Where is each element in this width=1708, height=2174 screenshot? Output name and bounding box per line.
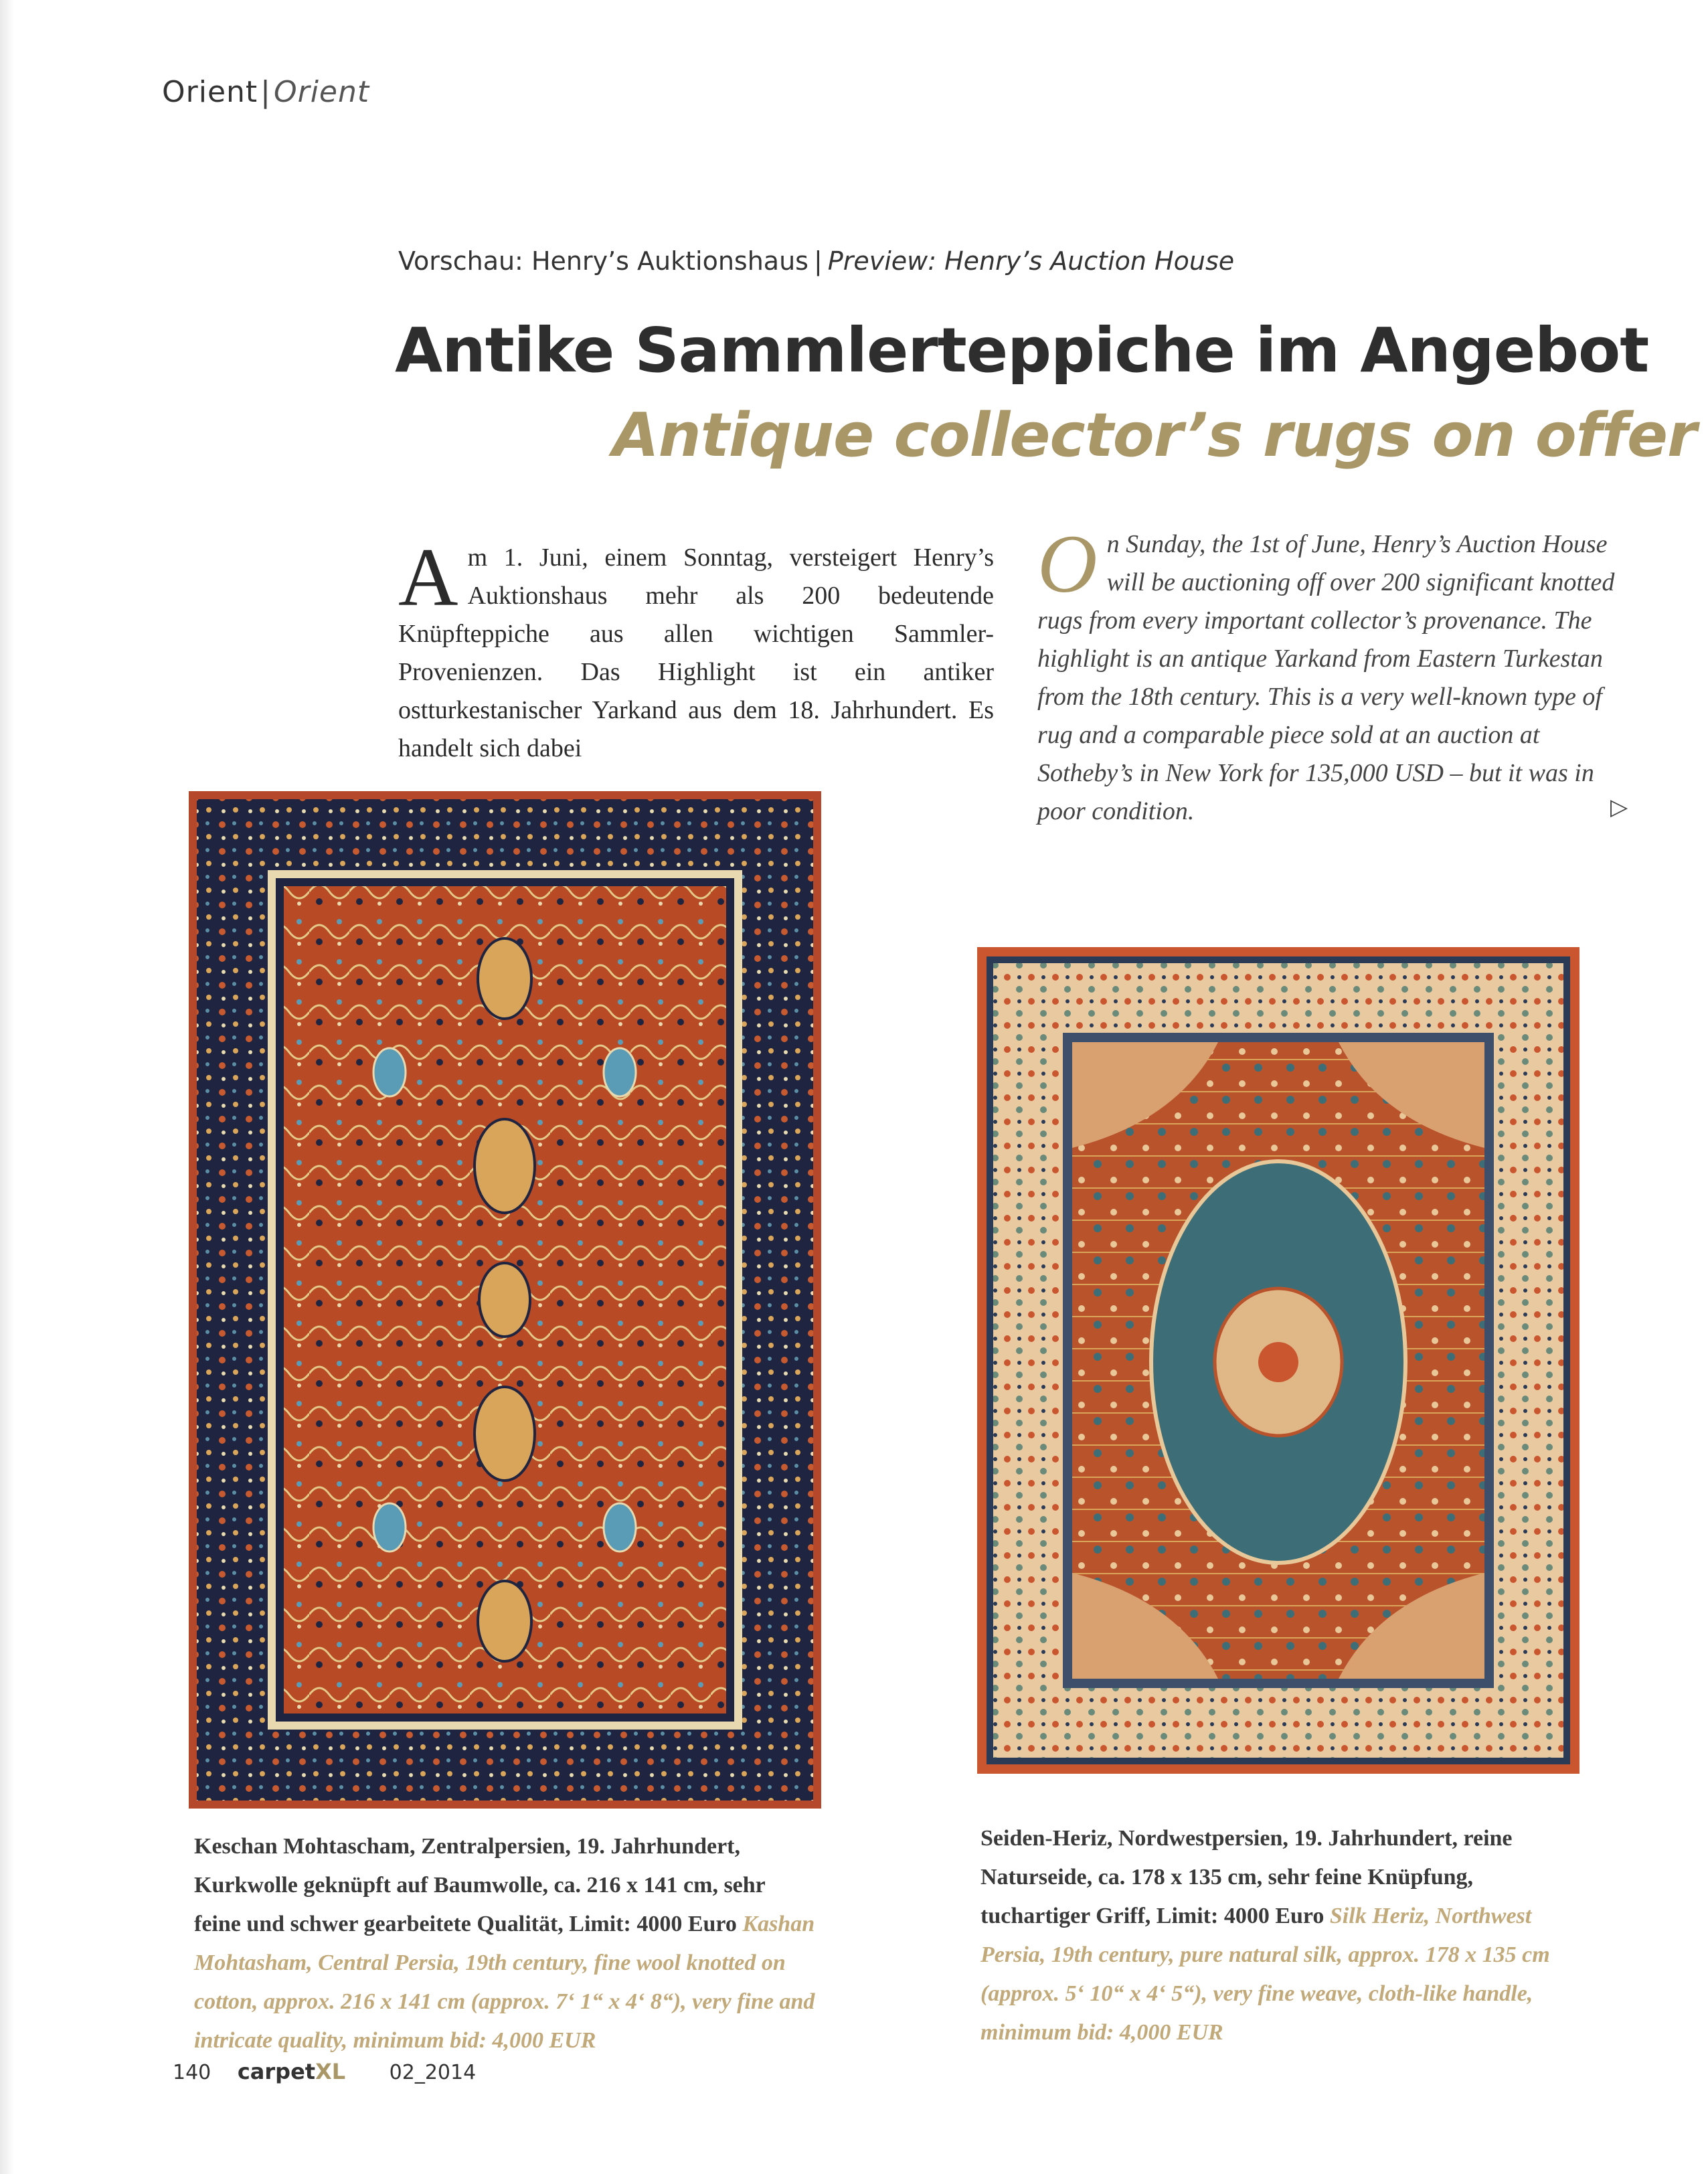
caption-heriz-en: Silk Heriz, Northwest Persia, 19th century, pure natural silk, approx. 178 x 135 cm (approx. 5‘ 10“ x 4‘ 5“), very fine weave, cloth-like handle, minimum bid: 4,000 EUR bbox=[980, 1904, 1550, 2045]
body-column-de bbox=[398, 531, 994, 768]
header-separator: | bbox=[260, 75, 271, 109]
rug-photo-kashan bbox=[189, 791, 821, 1809]
magazine-logo bbox=[238, 2059, 345, 2084]
kicker-en: Preview: Henry’s Auction House bbox=[827, 246, 1235, 276]
body-column-en bbox=[1037, 518, 1633, 831]
issue-label: 02_2014 bbox=[389, 2061, 477, 2084]
caption-kashan-de: Keschan Mohtascham, Zentralpersien, 19. Jahrhundert, Kurkwolle geknüpft auf Baumwolle, ca. 216 x 141 cm, sehr feine und schwer gearbeitete Qualität, Limit: 4000 Euro bbox=[194, 1834, 766, 1936]
headline-en: Antique collector’s rugs on offer bbox=[612, 400, 1697, 471]
brand-accent: XL bbox=[315, 2059, 346, 2084]
rug-heriz-illustration bbox=[977, 947, 1579, 1774]
headline-de: Antike Sammlerteppiche im Angebot bbox=[395, 315, 1649, 386]
section-label-en: Orient bbox=[273, 75, 370, 109]
dropcap-de: A bbox=[398, 531, 458, 623]
caption-kashan-en: Kashan Mohtasham, Central Persia, 19th century, fine wool knotted on cotton, approx. 216 x 141 cm (approx. 7‘ 1“ x 4‘ 8“), very fine and intricate quality, minimum bid: 4,000 EUR bbox=[194, 1912, 815, 2053]
caption-heriz-de: Seiden-Heriz, Nordwestpersien, 19. Jahrhundert, reine Naturseide, ca. 178 x 135 cm, sehr feine Knüpfung, tuchartiger Griff, Limit: 4000 Euro bbox=[980, 1826, 1513, 1928]
section-label-de: Orient bbox=[162, 75, 258, 109]
body-text-en: n Sunday, the 1st of June, Henry’s Auction House will be auctioning off over 200 significant knotted rugs from every important collector’s provenance. The highlight is an antique Yarkand from Eastern Turkestan from the 18th century. This is a very well-known type of rug and a comparable piece sold at an auction at Sotheby’s in New York for 135,000 USD – but it was in poor condition. bbox=[1037, 530, 1615, 825]
running-header bbox=[162, 75, 369, 109]
rug-photo-heriz bbox=[977, 947, 1579, 1774]
dropcap-en: O bbox=[1037, 518, 1098, 610]
kicker-separator: | bbox=[813, 246, 823, 276]
caption-heriz bbox=[980, 1819, 1583, 2052]
page-edge-shadow bbox=[0, 0, 15, 2174]
body-text-de: m 1. Juni, einem Sonntag, versteigert Henry’s Auktionshaus mehr als 200 bedeutende Knüpfteppiche aus allen wichtigen Sammler-Provenienzen. Das Highlight ist ein antiker ostturkestanischer Yarkand aus dem 18. Jahrhundert. Es handelt sich dabei bbox=[398, 544, 994, 762]
kicker-line bbox=[398, 246, 1234, 276]
caption-kashan bbox=[194, 1827, 817, 2060]
continue-arrow-icon: ▷ bbox=[1610, 794, 1628, 821]
page-footer bbox=[173, 2059, 476, 2084]
kicker-de: Vorschau: Henry’s Auktionshaus bbox=[398, 246, 808, 276]
page-number: 140 bbox=[173, 2061, 211, 2084]
brand-main: carpet bbox=[237, 2059, 316, 2084]
rug-kashan-illustration bbox=[189, 791, 821, 1809]
